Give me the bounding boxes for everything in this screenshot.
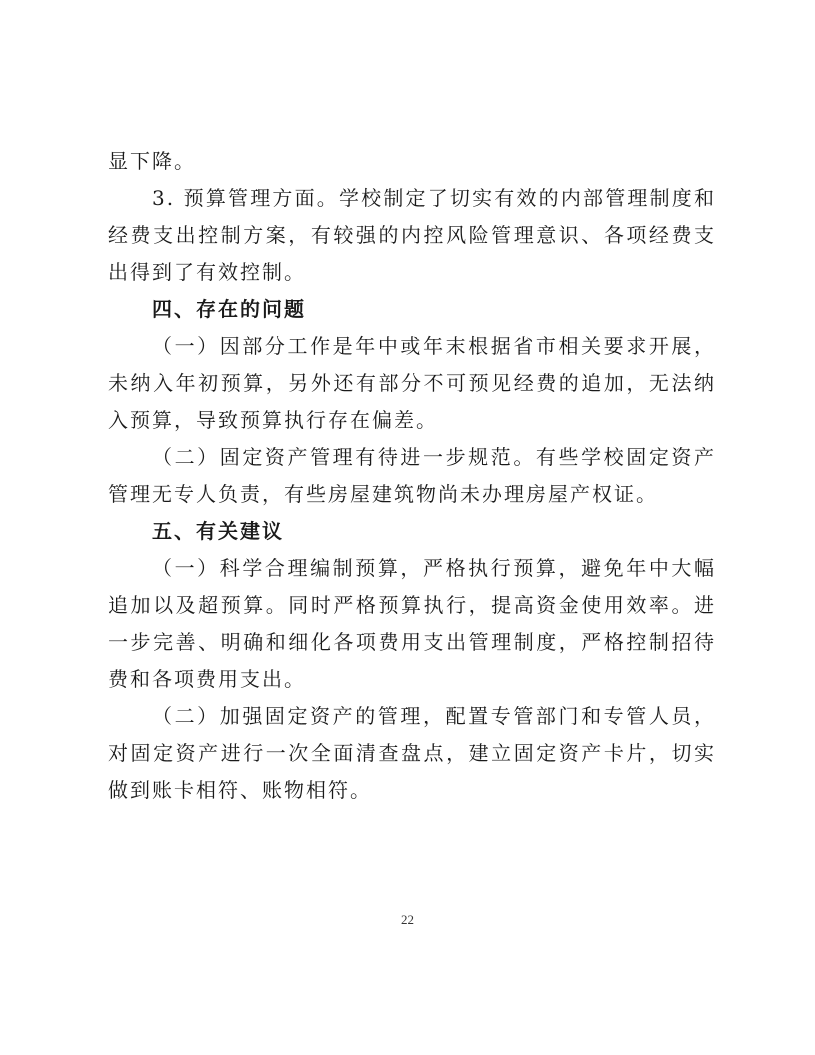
paragraph-suggestion-1: （一）科学合理编制预算，严格执行预算，避免年中大幅追加以及超预算。同时严格预算执行，提高资金使用效率。进一步完善、明确和细化各项费用支出管理制度，严格控制招待费和各项费用支出。 xyxy=(108,556,716,691)
paragraph-problem-2: （二）固定资产管理有待进一步规范。有些学校固定资产管理无专人负责，有些房屋建筑物尚未办理房屋产权证。 xyxy=(108,445,716,506)
paragraph-budget-management: 3. 预算管理方面。学校制定了切实有效的内部管理制度和经费支出控制方案，有较强的内控风险管理意识、各项经费支出得到了有效控制。 xyxy=(108,186,716,284)
page-number: 22 xyxy=(401,912,414,927)
paragraph-continuation: 显下降。 xyxy=(108,149,196,173)
paragraph-problem-1: （一）因部分工作是年中或年末根据省市相关要求开展，未纳入年初预算，另外还有部分不可预见经费的追加，无法纳入预算，导致预算执行存在偏差。 xyxy=(108,334,716,432)
heading-existing-problems: 四、存在的问题 xyxy=(152,297,306,321)
paragraph-suggestion-2: （二）加强固定资产的管理，配置专管部门和专管人员，对固定资产进行一次全面清查盘点，建立固定资产卡片，切实做到账卡相符、账物相符。 xyxy=(108,704,716,802)
heading-suggestions: 五、有关建议 xyxy=(152,519,284,543)
document-body xyxy=(108,143,716,809)
